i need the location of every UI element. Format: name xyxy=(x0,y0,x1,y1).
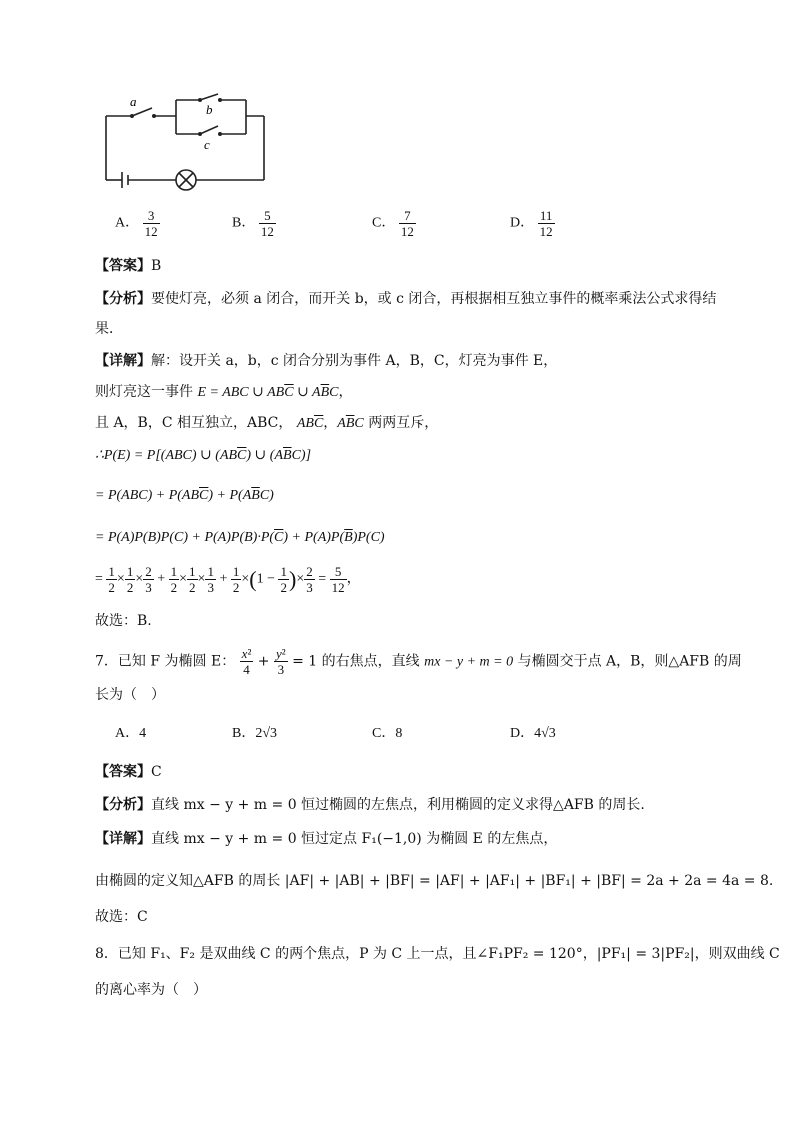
analysis-tag: 【分析】 xyxy=(95,797,151,813)
q8-stem-line2: 的离心率为（ ） xyxy=(95,982,207,998)
option-letter: B． xyxy=(232,215,256,231)
numerator: 3 xyxy=(143,208,160,224)
q6-conclusion: 故选：B. xyxy=(95,613,152,629)
q6-analysis-line1 xyxy=(95,288,716,308)
option-letter: D． xyxy=(510,726,535,741)
option-text: 2√3 xyxy=(255,726,278,741)
numerator: 11 xyxy=(538,208,555,224)
analysis-tag: 【分析】 xyxy=(95,291,151,307)
q6-analysis-line2: 果． xyxy=(95,321,123,337)
q7-analysis-line xyxy=(95,794,645,814)
event-expression: E = ABC ∪ $AB\overline{C}$ ∪ $A\overline{B}C$ xyxy=(197,385,339,400)
option-letter: B． xyxy=(232,726,256,741)
switch-c-label: c xyxy=(204,137,210,152)
denominator: 12 xyxy=(539,224,553,239)
detail-text: 直线 mx − y + m = 0 恒过定点 F₁(−1,0) 为椭圆 E 的左焦点， xyxy=(151,831,558,847)
answer-tag: 【答案】 xyxy=(95,764,151,780)
numerator: 5 xyxy=(259,208,276,224)
denominator: 12 xyxy=(400,224,414,239)
numerator: 7 xyxy=(399,208,416,224)
q6-derivation-4: = $\frac{1}{2}$ × $\frac{1}{2}$ × $\frac{2}{3}$ + $\frac{1}{2}$ × $\frac{1}{2}$ × $\frac{1}{3}$ + $\frac{1}{2}$ ×(1 − $\frac{1}{2}$ )× $\frac{2}{3}$ = $\frac{5}{12}$ ， xyxy=(95,564,361,595)
q6-option-c xyxy=(372,208,416,239)
q6-detail-line3: 且 A，B，C 相互独立，ABC， $AB\overline{C}$，$A\overline{B}C$ 两两互斥， xyxy=(95,415,439,431)
q7-stem-line2: 长为（ ） xyxy=(95,687,165,703)
denominator: 12 xyxy=(144,224,158,239)
option-letter: A． xyxy=(115,726,140,741)
option-letter: C． xyxy=(372,215,396,231)
option-text: 4√3 xyxy=(534,726,556,741)
stem-text: 的右焦点，直线 xyxy=(321,653,420,670)
q6-answer-line xyxy=(95,255,161,275)
q6-option-b xyxy=(232,208,276,239)
analysis-text: 要使灯亮，必须 a 闭合，而开关 b，或 c 闭合，再根据相互独立事件的概率乘法公式求得结 xyxy=(151,291,717,307)
q7-answer-line xyxy=(95,761,162,781)
q7-detail-line2: 由椭圆的定义知△AFB 的周长 |AF| + |AB| + |BF| = |AF| + |AF₁| + |BF₁| + |BF| = 2a + 2a = 4a = 8. xyxy=(95,873,774,889)
q6-derivation-2: = $P(ABC) + P(AB\overline{C}) + P(A\overline{B}C)$ xyxy=(95,488,274,503)
line-equation: mx − y + m = 0 xyxy=(424,654,514,670)
q7-detail-line1 xyxy=(95,828,557,848)
q6-derivation-1: ∴P(E) = P[(ABC) ∪ $(AB\overline{C})$ ∪ $(A\overline{B}C)$] xyxy=(95,448,312,463)
answer-value: B xyxy=(151,258,162,274)
option-letter: A． xyxy=(115,215,140,231)
q6-detail-line2: 则灯亮这一事件 E = ABC ∪ $AB\overline{C}$ ∪ $A\overline{B}C$， xyxy=(95,384,353,400)
option-letter: D． xyxy=(510,215,535,231)
circuit-diagram xyxy=(100,92,270,192)
answer-tag: 【答案】 xyxy=(95,258,151,274)
detail-text: 则灯亮这一事件 xyxy=(95,384,193,400)
q7-option-d xyxy=(510,722,556,742)
q6-option-a xyxy=(115,208,160,239)
detail-tag: 【详解】 xyxy=(95,353,151,369)
q7-stem-line1: 7．已知 F 为椭圆 E： $\frac{\text{x²}}{4}$ + $\frac{\text{y²}}{3}$ = 1 的右焦点，直线 mx − y + m = 0 与椭圆交于点 A，B，则△AFB 的周 xyxy=(95,646,742,677)
q7-option-c xyxy=(372,722,402,742)
q6-derivation-3: = $P(A)P(B)P(C) + P(A)P(B)\cdot P(\overline{C}) + P(A)P(\overline{B})P(C)$ xyxy=(95,530,385,545)
q7-option-a xyxy=(115,722,146,742)
option-text: 4 xyxy=(139,726,147,741)
switch-b-label: b xyxy=(206,102,213,117)
q7-conclusion: 故选：C xyxy=(95,909,148,925)
detail-text: 两两互斥， xyxy=(368,415,439,431)
stem-text: 7．已知 F 为椭圆 E： xyxy=(95,653,236,670)
detail-text: 解：设开关 a，b，c 闭合分别为事件 A，B，C，灯亮为事件 E， xyxy=(151,353,558,369)
stem-text: 与椭圆交于点 A，B，则△AFB 的周 xyxy=(517,653,742,670)
answer-value: C xyxy=(151,764,162,780)
detail-tag: 【详解】 xyxy=(95,831,151,847)
q7-option-b xyxy=(232,722,277,742)
q8-stem-line1: 8．已知 F₁、F₂ 是双曲线 C 的两个焦点，P 为 C 上一点，且∠F₁PF₂ = 120°，|PF₁| = 3|PF₂|，则双曲线 C xyxy=(95,946,780,962)
denominator: 12 xyxy=(260,224,274,239)
detail-text: 且 A，B，C 相互独立，ABC， xyxy=(95,415,293,431)
q6-detail-line1 xyxy=(95,350,557,370)
option-letter: C． xyxy=(372,726,396,741)
option-text: 8 xyxy=(395,726,403,741)
switch-a-label: a xyxy=(130,94,137,109)
analysis-text: 直线 mx − y + m = 0 恒过椭圆的左焦点，利用椭圆的定义求得△AFB 的周长. xyxy=(151,797,645,813)
q6-option-d xyxy=(510,208,555,239)
